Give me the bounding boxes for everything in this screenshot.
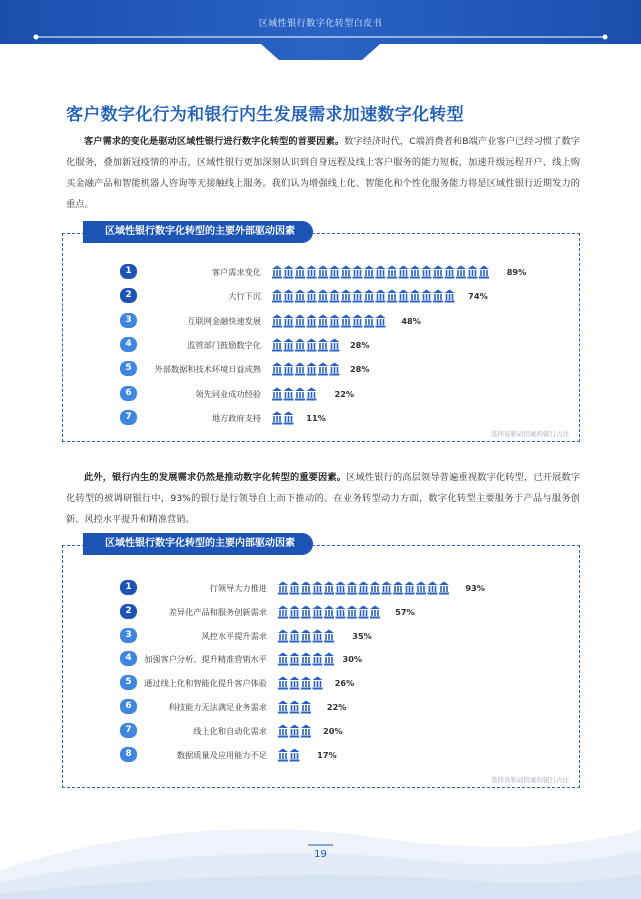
internal-drivers-note: 选择该驱动因素的银行占比 [491, 776, 569, 784]
value-label: 35% [352, 630, 372, 641]
bar-label: 加强客户分析、提升精准营销水平 [144, 654, 267, 665]
rank-badge: 7 [120, 410, 137, 425]
value-label: 74% [468, 291, 488, 302]
bar-label: 外部数据和技术环境日益成熟 [154, 364, 261, 375]
value-label: 48% [401, 315, 421, 326]
bar-label: 科技能力无法满足业务需求 [168, 702, 267, 712]
section-title: 客户数字化行为和银行内生发展需求加速数字化转型 [66, 105, 464, 125]
value-label: 89% [506, 267, 527, 277]
rank-badge: 2 [120, 288, 137, 303]
rank-badge: 4 [120, 651, 137, 666]
rank-badge: 8 [120, 747, 137, 762]
rank-badge: 4 [120, 337, 137, 352]
rank-badge: 6 [120, 386, 137, 401]
rank-badge: 7 [120, 723, 137, 738]
bar-label: 通过线上化和智能化提升客户体验 [144, 678, 267, 689]
value-label: 22% [326, 702, 347, 712]
value-label: 20% [323, 725, 343, 736]
header-title: 区域性银行数字化转型白皮书 [258, 19, 383, 29]
external-drivers-title: 区域性银行数字化转型的主要外部驱动因素 [83, 221, 313, 243]
value-label: 22% [334, 388, 355, 399]
bar-label: 差异化产品和服务创新需求 [168, 606, 267, 617]
value-label: 28% [349, 339, 370, 350]
value-label: 11% [306, 412, 326, 423]
bar-label: 风控水平提升需求 [201, 630, 267, 641]
value-label: 17% [317, 749, 337, 760]
paragraph-1-lead: 客户需求的变化是驱动区域性银行进行数字化转型的首要因素。 [84, 136, 345, 147]
bar-label: 行领导大力推进 [209, 583, 267, 593]
rank-badge: 1 [120, 580, 137, 595]
rank-badge: 3 [120, 313, 137, 328]
paragraph-1-body: 数字经济时代，C端消费者和B端产业客户已经习惯了数字化服务，叠加新冠疫情的冲击，区域性银行更加深刻认识到自身远程及线上客户服务的能力短板，加速升级远程开户、线上购买金融产品和智能机器人咨询等无接触线上服务。我们认为增强线上化、智能化和个性化服务能力将是区域性银行近期发力的重点。 [66, 136, 580, 210]
bar-label: 领先同业成功经验 [195, 388, 261, 399]
rank-badge: 3 [120, 628, 137, 643]
value-label: 28% [349, 364, 370, 375]
paragraph-2-body: 区域性银行的高层领导普遍重视数字化转型，已开展数字化转型的被调研银行中，93%的银行是行领导自上而下推动的。在业务转型动力方面，数字化转型主要服务于产品与服务创新、风控水平提升和精准营销。 [66, 472, 581, 525]
page-number: 19 [314, 849, 327, 860]
external-drivers-note: 选择该驱动因素的银行占比 [491, 430, 569, 438]
rank-badge: 2 [120, 604, 137, 619]
bar-label: 互联网金融快速发展 [187, 315, 261, 326]
value-label: 57% [395, 606, 415, 617]
bar-label: 地方政府支持 [211, 412, 261, 423]
bar-label: 数据质量及应用能力不足 [176, 749, 267, 760]
bar-label: 客户需求变化 [211, 267, 261, 277]
value-label: 30% [342, 654, 363, 665]
paragraph-2-lead: 此外，银行内生的发展需求仍然是推动数字化转型的重要因素。 [84, 472, 347, 483]
rank-badge: 1 [120, 264, 137, 279]
rank-badge: 5 [120, 361, 137, 376]
internal-drivers-title: 区域性银行数字化转型的主要内部驱动因素 [83, 533, 313, 555]
value-label: 26% [334, 678, 355, 689]
rank-badge: 5 [120, 675, 137, 690]
bar-label: 大行下沉 [228, 291, 261, 302]
value-label: 93% [465, 583, 485, 593]
rank-badge: 6 [120, 699, 137, 714]
bar-label: 线上化和自动化需求 [193, 725, 267, 736]
bar-label: 监管部门鼓励数字化 [187, 339, 261, 350]
